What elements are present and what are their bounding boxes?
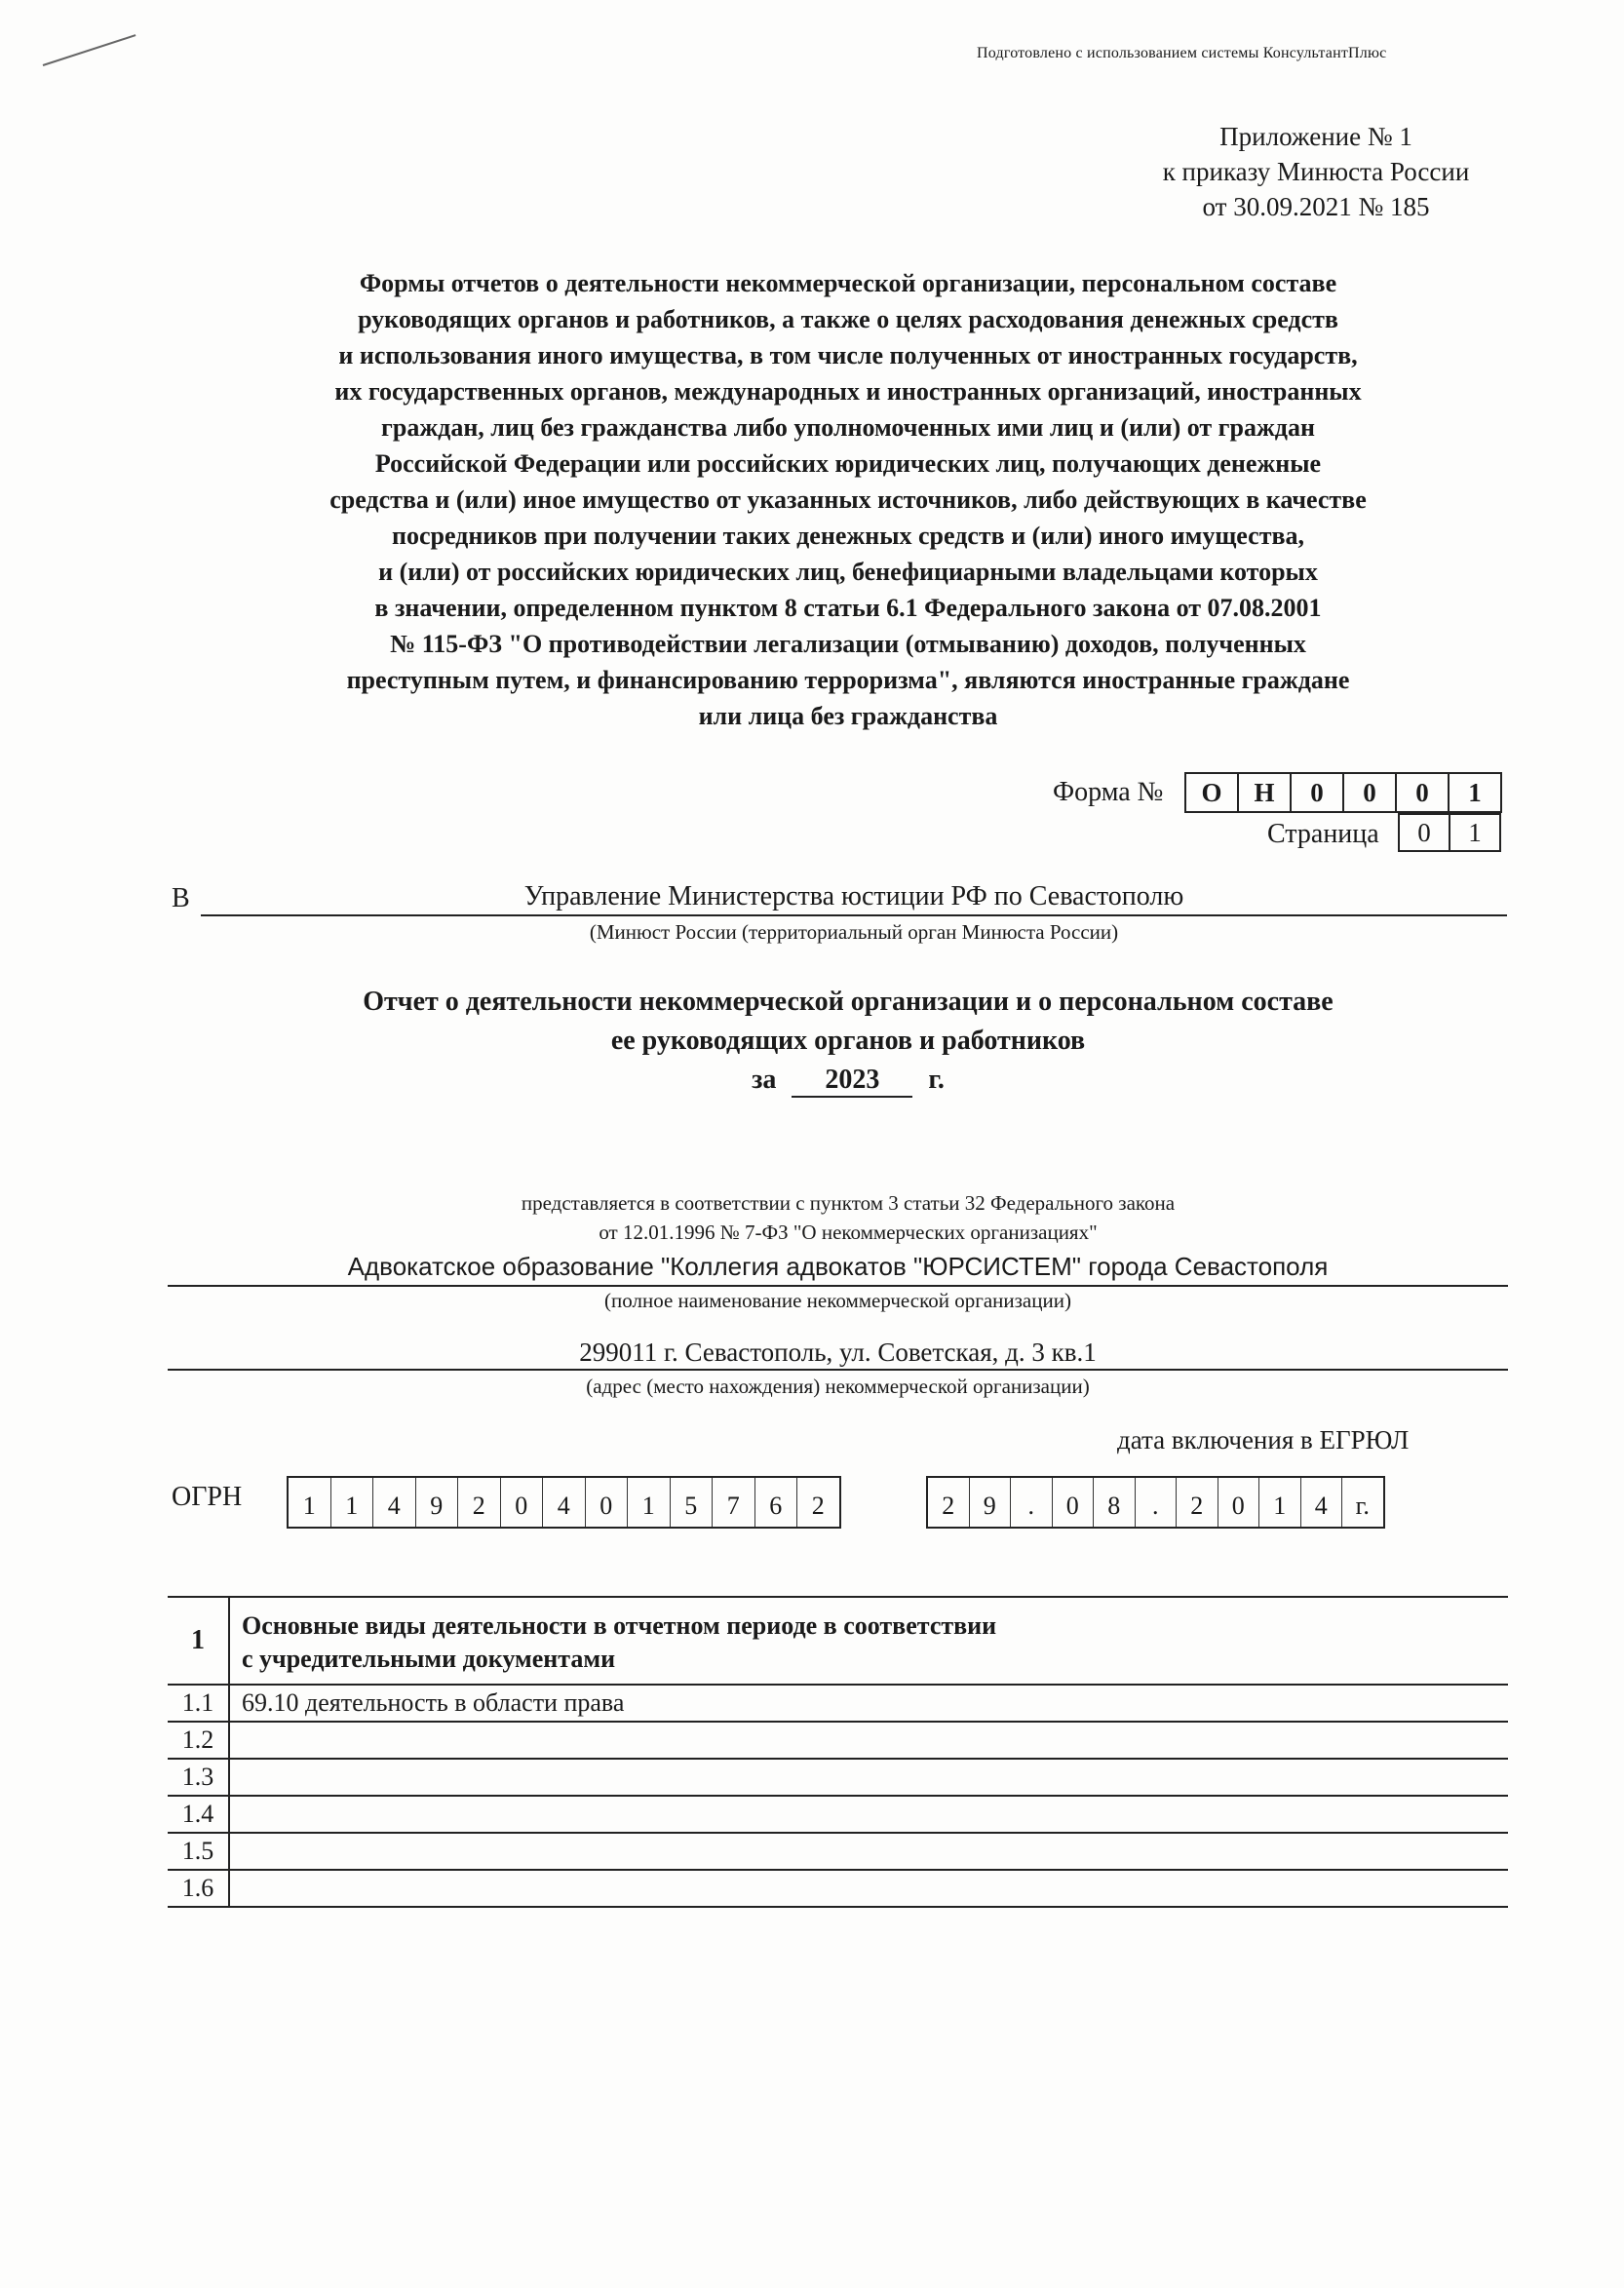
form-number-label: Форма № — [1053, 777, 1164, 807]
activities-header-line-2: с учредительными документами — [242, 1645, 616, 1673]
date-cell: 0 — [1218, 1478, 1259, 1527]
egrul-date-label: дата включения в ЕГРЮЛ — [1117, 1425, 1410, 1454]
recipient-underline — [201, 914, 1507, 916]
form-code-cell: О — [1201, 778, 1222, 807]
title-line: посредников при получении таких денежных средств и (или) иного имущества, — [391, 522, 1305, 550]
title-line: средства и (или) иное имущество от указанных источников, либо действующих в качестве — [329, 485, 1367, 514]
title-line: их государственных органов, международных и иностранных организаций, иностранных — [334, 377, 1362, 406]
consultant-note: Подготовлено с использованием системы КонсультантПлюс — [977, 45, 1387, 61]
activities-header — [229, 1597, 1508, 1685]
ogrn-cells — [287, 1476, 841, 1529]
ogrn-digit: 4 — [372, 1478, 415, 1527]
report-title-line-1: Отчет о деятельности некоммерческой организации и о персональном составе — [363, 987, 1334, 1017]
title-line: и использования иного имущества, в том числе полученных от иностранных государств, — [338, 341, 1358, 369]
organization-address-underline — [168, 1369, 1508, 1371]
submission-line-2: от 12.01.1996 № 7-ФЗ "О некоммерческих организациях" — [599, 1221, 1098, 1244]
row-number: 1.6 — [168, 1870, 229, 1907]
ogrn-digit: 9 — [415, 1478, 458, 1527]
table-row — [168, 1722, 1508, 1759]
date-cell: 4 — [1300, 1478, 1342, 1527]
egrul-date-cells — [926, 1476, 1385, 1529]
page-number-cells — [1398, 813, 1501, 852]
form-code-cell: 0 — [1342, 774, 1395, 811]
report-title-line-2: ее руководящих органов и работников — [610, 1026, 1086, 1056]
title-line: Российской Федерации или российских юридических лиц, получающих денежные — [374, 449, 1322, 478]
form-code-cell: 0 — [1290, 774, 1342, 811]
title-line: граждан, лиц без гражданства либо уполномоченных ими лиц и (или) от граждан — [381, 413, 1315, 442]
page-label: Страница — [1267, 819, 1379, 849]
form-number-cells — [1184, 772, 1502, 813]
submission-line-1: представляется в соответствии с пунктом 3 статьи 32 Федерального закона — [521, 1191, 1176, 1215]
organization-address-caption: (адрес (место нахождения) некоммерческой организации) — [586, 1375, 1090, 1398]
ogrn-digit: 6 — [754, 1478, 797, 1527]
appendix-line-2: к приказу Минюста России — [1162, 157, 1470, 186]
title-line: и (или) от российских юридических лиц, бенефициарными владельцами которых — [378, 558, 1318, 586]
form-code-cell: Н — [1237, 774, 1290, 811]
section-number: 1 — [168, 1597, 229, 1685]
date-cell: 9 — [969, 1478, 1011, 1527]
row-text — [229, 1796, 1508, 1833]
row-text — [229, 1870, 1508, 1907]
activities-header-line-1: Основные виды деятельности в отчетном периоде в соответствии — [242, 1611, 997, 1640]
report-title — [175, 983, 1521, 1061]
title-line: № 115-ФЗ "О противодействии легализации (отмыванию) доходов, полученных — [390, 630, 1306, 658]
date-cell: 2 — [1176, 1478, 1218, 1527]
date-cell: 2 — [942, 1492, 955, 1520]
date-cell: 0 — [1052, 1478, 1094, 1527]
row-number: 1.3 — [168, 1759, 229, 1796]
year-suffix: г. — [928, 1065, 945, 1095]
ogrn-digit: 7 — [712, 1478, 754, 1527]
activities-table — [168, 1596, 1508, 1908]
ogrn-digit: 5 — [670, 1478, 713, 1527]
forms-title — [175, 265, 1521, 734]
ogrn-label: ОГРН — [172, 1482, 243, 1512]
date-cell: 8 — [1093, 1478, 1135, 1527]
ogrn-digit: 2 — [457, 1478, 500, 1527]
pen-mark — [43, 34, 136, 66]
ogrn-digit: 2 — [796, 1478, 839, 1527]
date-cell: г. — [1341, 1478, 1383, 1527]
organization-name: Адвокатское образование "Коллегия адвокатов "ЮРСИСТЕМ" города Севастополя — [347, 1252, 1329, 1281]
ogrn-digit: 1 — [302, 1492, 316, 1520]
table-row — [168, 1759, 1508, 1796]
table-row — [168, 1685, 1508, 1722]
organization-name-caption: (полное наименование некоммерческой организации) — [604, 1289, 1071, 1312]
recipient-caption: (Минюст России (территориальный орган Минюста России) — [589, 920, 1119, 944]
row-number: 1.5 — [168, 1833, 229, 1870]
row-text — [229, 1759, 1508, 1796]
form-code-cell: 1 — [1448, 774, 1500, 811]
title-line: руководящих органов и работников, а также о целях расходования денежных средств — [358, 305, 1338, 333]
date-cell: 1 — [1258, 1478, 1300, 1527]
row-number: 1.4 — [168, 1796, 229, 1833]
ogrn-digit: 1 — [627, 1478, 670, 1527]
ogrn-digit: 1 — [330, 1478, 373, 1527]
title-line: в значении, определенном пунктом 8 статьи 6.1 Федерального закона от 07.08.2001 — [374, 594, 1322, 622]
ogrn-digit: 4 — [542, 1478, 585, 1527]
organization-address: 299011 г. Севастополь, ул. Советская, д. 3 кв.1 — [579, 1338, 1097, 1367]
appendix-line-3: от 30.09.2021 № 185 — [1202, 192, 1430, 221]
appendix-line-1: Приложение № 1 — [1219, 122, 1412, 151]
ogrn-digit: 0 — [500, 1478, 543, 1527]
report-year-row — [0, 1065, 1624, 1098]
form-code-cell: 0 — [1395, 774, 1448, 811]
za-label: за — [752, 1065, 777, 1095]
title-line: Формы отчетов о деятельности некоммерческой организации, персональном составе — [359, 269, 1337, 297]
page-cell: 0 — [1417, 818, 1431, 847]
title-line: преступным путем, и финансированию терроризма", являются иностранные граждане — [346, 666, 1350, 694]
table-row — [168, 1796, 1508, 1833]
row-text — [229, 1722, 1508, 1759]
title-line: или лица без гражданства — [698, 702, 998, 730]
row-text — [229, 1833, 1508, 1870]
page-cell: 1 — [1449, 815, 1499, 850]
date-cell: . — [1135, 1478, 1177, 1527]
date-cell: . — [1010, 1478, 1052, 1527]
table-row — [168, 1870, 1508, 1907]
appendix-block — [1111, 119, 1521, 224]
row-number: 1.2 — [168, 1722, 229, 1759]
row-text: 69.10 деятельность в области права — [229, 1685, 1508, 1722]
ogrn-digit: 0 — [585, 1478, 628, 1527]
activities-header-row — [168, 1597, 1508, 1685]
recipient-value: Управление Министерства юстиции РФ по Севастополю — [523, 881, 1184, 911]
row-number: 1.1 — [168, 1685, 229, 1722]
table-row — [168, 1833, 1508, 1870]
recipient-prefix: В — [172, 883, 190, 913]
report-year: 2023 — [792, 1065, 912, 1098]
organization-name-underline — [168, 1285, 1508, 1287]
